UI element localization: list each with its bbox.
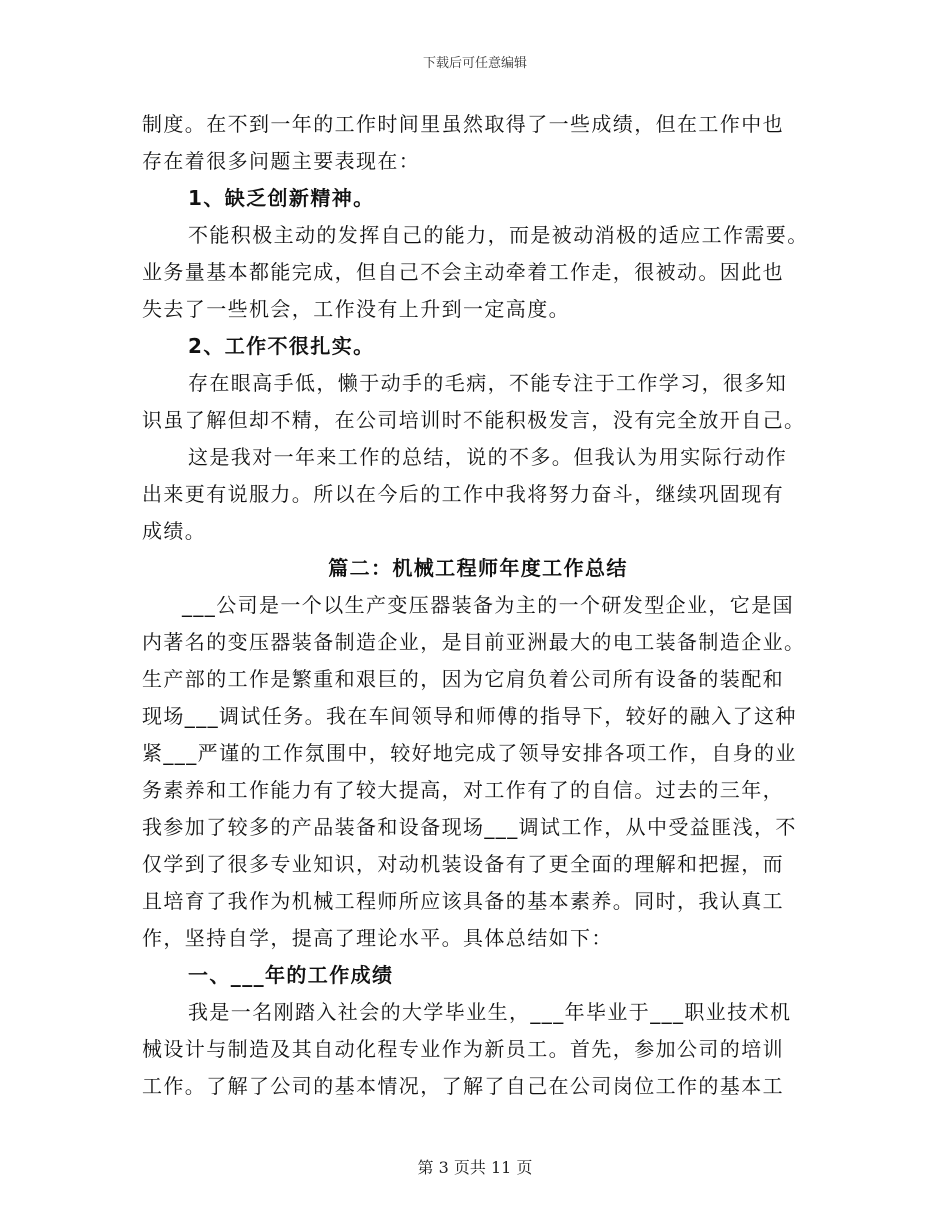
paragraph-line: 失去了一些机会，工作没有上升到一定高度。 [142,297,570,321]
paragraph-line: 务素养和工作能力有了较大提高，对工作有了的自信。过去的三年， [142,778,784,802]
paragraph-line: 存在眼高手低，懒于动手的毛病，不能专注于工作学习，很多知 [188,371,788,395]
paragraph-line: 内著名的变压器装备制造企业，是目前亚洲最大的电工装备制造企业。 [142,630,806,654]
paragraph-line: 械设计与制造及其自动化程专业作为新员工。首先，参加公司的培训 [142,1037,784,1061]
paragraph-line: 存在着很多问题主要表现在： [142,149,421,173]
paragraph-line: 成绩。 [142,519,207,543]
document-body [142,106,814,1105]
paragraph-line: 这是我对一年来工作的总结，说的不多。但我认为用实际行动作 [188,445,788,469]
paragraph-line: 工作。了解了公司的基本情况，了解了自己在公司岗位工作的基本工 [142,1074,784,1098]
page-header: 下载后可任意编辑 [422,56,527,71]
section-heading: 2、工作不很扎实。 [188,334,375,358]
paragraph-line: 仅学到了很多专业知识，对动机装设备有了更全面的理解和把握，而 [142,852,784,876]
section-heading: 1、缺乏创新精神。 [188,186,375,210]
paragraph-line: 且培育了我作为机械工程师所应该具备的基本素养。同时，我认真工 [142,889,784,913]
paragraph-line: 生产部的工作是繁重和艰巨的，因为它肩负着公司所有设备的装配和 [142,667,784,691]
paragraph-line: 业务量基本都能完成，但自己不会主动牵着工作走，很被动。因此也 [142,260,784,284]
paragraph-line: 制度。在不到一年的工作时间里虽然取得了一些成绩，但在工作中也 [142,112,784,136]
paragraph-line: 识虽了解但却不精，在公司培训时不能积极发言，没有完全放开自己。 [142,408,806,432]
paragraph-line: ___公司是一个以生产变压器装备为主的一个研发型企业，它是国 [182,593,794,617]
paragraph-line: 现场___调试任务。我在车间领导和师傅的指导下，较好的融入了这种 [142,704,797,728]
paragraph-line: 我参加了较多的产品装备和设备现场___调试工作，从中受益匪浅，不 [142,815,797,839]
paragraph-line: 出来更有说服力。所以在今后的工作中我将努力奋斗，继续巩固现有 [142,482,784,506]
article-title: 篇二：机械工程师年度工作总结 [328,556,628,580]
paragraph-line: 我是一名刚踏入社会的大学毕业生，___年毕业于___职业技术机 [188,1000,792,1024]
page-footer: 第 3 页共 11 页 [417,1158,533,1177]
paragraph-line: 作，坚持自学，提高了理论水平。具体总结如下： [142,926,613,950]
paragraph-line: 不能积极主动的发挥自己的能力，而是被动消极的适应工作需要。 [188,223,809,247]
section-heading: 一、___年的工作成绩 [188,963,394,987]
paragraph-line: 紧___严谨的工作氛围中，较好地完成了领导安排各项工作，自身的业 [142,741,797,765]
